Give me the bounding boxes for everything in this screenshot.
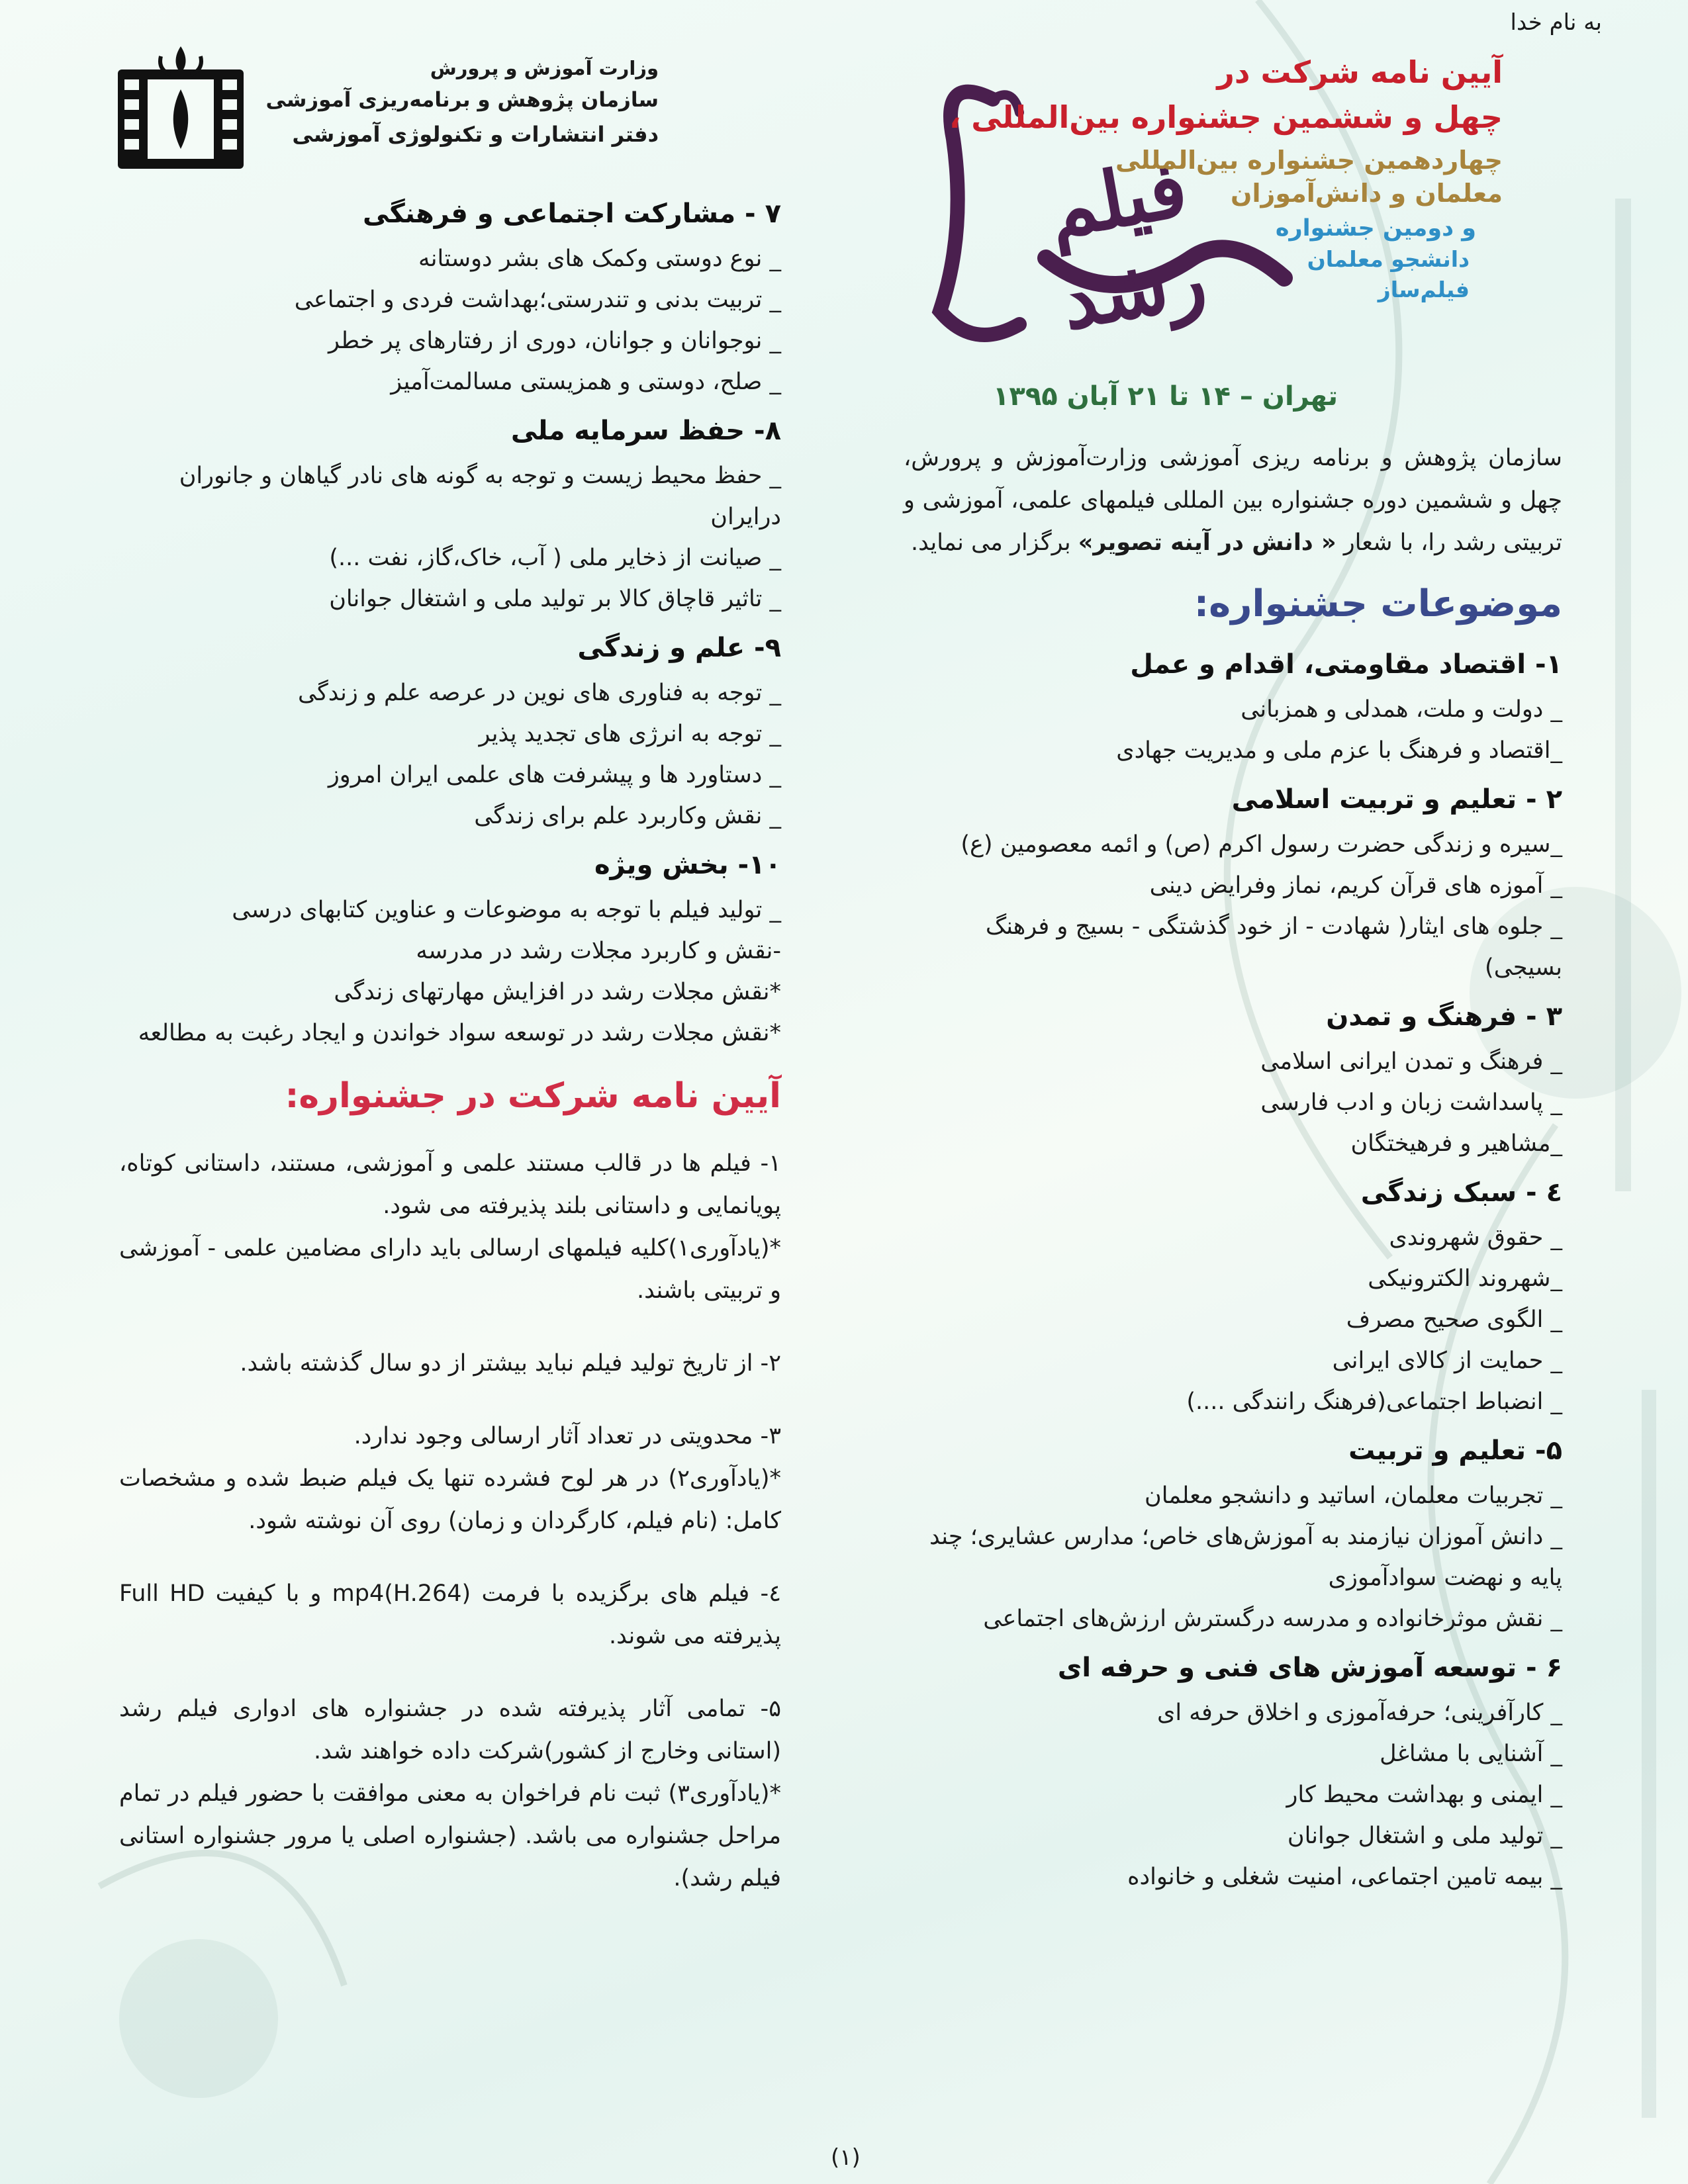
topic-section <box>904 649 1562 771</box>
student-line-3: فیلم‌ساز <box>1378 277 1470 302</box>
topic-title: ۶ - توسعه آموزش های فنی و حرفه ای <box>1057 1653 1562 1683</box>
topic-section <box>119 633 781 837</box>
topic-item: *نقش مجلات رشد در توسعه سواد خواندن و ایجاد رغبت به مطالعه <box>138 1020 781 1046</box>
topic-section <box>904 1653 1562 1897</box>
subtitle-line-2: معلمان و دانش‌آموزان <box>1231 179 1503 208</box>
topic-item: _ بیمه تامین اجتماعی، امنیت شغلی و خانواده <box>1127 1864 1562 1890</box>
org-line-2: سازمان پژوهش و برنامه‌ریزی آموزشی <box>265 88 659 112</box>
rule-text: ۲- از تاریخ تولید فیلم نباید بیشتر از دو سال گذشته باشد. <box>240 1350 781 1377</box>
rule-item <box>119 1342 781 1385</box>
student-line-2: دانشجو معلمان <box>1307 246 1470 272</box>
topic-title: ۵- تعلیم و تربیت <box>1348 1435 1562 1466</box>
topic-item: _ حقوق شهروندی <box>1389 1224 1562 1251</box>
topic-item: _ حفظ محیط زیست و توجه به گونه های نادر گیاهان و جانوران درایران <box>179 463 781 530</box>
topic-title: ۱- اقتصاد مقاومتی، اقدام و عمل <box>1130 649 1562 680</box>
student-line-1: و دومین جشنواره <box>1275 215 1476 242</box>
topic-item: _ انضباط اجتماعی(فرهنگ رانندگی ....) <box>1186 1388 1562 1415</box>
topic-title: ۸- حفظ سرمایه ملی <box>510 416 781 446</box>
topic-item: _ فرهنگ و تمدن ایرانی اسلامی <box>1260 1048 1562 1075</box>
topic-item: _سیره و زندگی حضرت رسول اکرم (ص) و ائمه معصومین (ع) <box>961 831 1562 858</box>
rule-item <box>119 1688 781 1899</box>
festival-date: تهران – ۱۴ تا ۲۱ آبان ۱۳۹۵ <box>993 381 1338 412</box>
topic-section <box>904 1435 1562 1639</box>
bismillah: به نام خدا <box>1510 9 1602 36</box>
topic-item: _ صلح، دوستی و همزیستی مسالمت‌آمیز <box>391 369 781 395</box>
rule-note: *(یادآوری۱)کلیه فیلمهای ارسالی باید دارای مضامین علمی - آموزشی و تربیتی باشند. <box>119 1235 781 1304</box>
title-line-1: آیین نامه شرکت در <box>1217 54 1503 90</box>
topic-item: _ الگوی صحیح مصرف <box>1346 1306 1562 1333</box>
rule-note: *(یادآوری۲) در هر لوح فشرده تنها یک فیلم ضبط شده و مشخصات کامل: (نام فیلم، کارگردان و زمان) روی آن نوشته شود. <box>119 1465 781 1534</box>
right-column <box>904 437 1562 1911</box>
topic-item: _ توجه به فناوری های نوین در عرصه علم و زندگی <box>297 680 781 706</box>
intro-text: سازمان پژوهش و برنامه ریزی آموزشی وزارت‌آموزش و پرورش، چهل و ششمین دوره جشنواره بین المللی فیلمهای علمی، آموزشی و تربیتی رشد را، با شعار <box>904 445 1562 556</box>
rules-heading: آیین نامه شرکت در جشنواره: <box>285 1076 781 1116</box>
topic-title: ۷ - مشارکت اجتماعی و فرهنگی <box>363 199 781 229</box>
org-line-1: وزارت آموزش و پرورش <box>430 57 659 79</box>
topic-item: *نقش مجلات رشد در افزایش مهارتهای زندگی <box>334 979 781 1005</box>
topic-title: ۲ - تعلیم و تربیت اسلامی <box>1231 784 1562 815</box>
topic-item: _ توجه به انرژی های تجدید پذیر <box>479 721 781 747</box>
ministry-emblem-icon <box>111 43 250 175</box>
topic-title: ۹- علم و زندگی <box>577 633 781 663</box>
topic-item: _ ایمنی و بهداشت محیط کار <box>1286 1782 1562 1808</box>
topic-section <box>904 784 1562 988</box>
intro-slogan: « دانش در آینه تصویر» <box>1078 529 1336 556</box>
topic-item: _شهروند الکترونیکی <box>1368 1265 1562 1292</box>
rule-text: ٤- فیلم های برگزیده با فرمت mp4(H.264) و با کیفیت Full HD پذیرفته می شوند. <box>119 1580 781 1649</box>
topic-item: _ نوع دوستی وکمک های بشر دوستانه <box>418 246 781 272</box>
topic-item: _ پاسداشت زبان و ادب فارسی <box>1260 1089 1562 1116</box>
topic-item: _اقتصاد و فرهنگ با عزم ملی و مدیریت جهادی <box>1116 737 1562 764</box>
rule-text: ۵- تمامی آثار پذیرفته شده در جشنواره های ادواری فیلم رشد (استانی وخارج از کشور)شرکت داده خواهند شد. <box>119 1696 781 1764</box>
topic-item: _ دولت و ملت، همدلی و همزبانی <box>1241 696 1562 723</box>
topic-item: _ نقش موثرخانواده و مدرسه درگسترش ارزش‌های اجتماعی <box>983 1606 1562 1632</box>
topic-item: _ تولید فیلم با توجه به موضوعات و عناوین کتابهای درسی <box>232 897 781 923</box>
topic-item: _ دستاورد ها و پیشرفت های علمی ایران امروز <box>328 762 781 788</box>
topic-item: _ جلوه های ایثار( شهادت - از خود گذشتگی - بسیج و فرهنگ بسیجی) <box>985 913 1562 981</box>
topic-item: _ دانش آموزان نیازمند به آموزش‌های خاص؛ مدارس عشایری؛ چند پایه و نهضت سوادآموزی <box>929 1524 1562 1591</box>
topic-title: ٤ - سبک زندگی <box>1360 1177 1562 1208</box>
topic-item: _ تربیت بدنی و تندرستی؛بهداشت فردی و اجتماعی <box>294 287 781 313</box>
topic-item: _ آشنایی با مشاغل <box>1380 1741 1562 1767</box>
topic-item: _ حمایت از کالای ایرانی <box>1332 1347 1562 1374</box>
logo-calligraphy-text: فیلم رشد <box>1041 141 1213 347</box>
topic-item: _ تاثیر قاچاق کالا بر تولید ملی و اشتغال جوانان <box>329 586 781 612</box>
topic-section <box>904 1177 1562 1422</box>
intro-text-end: برگزار می نماید. <box>910 529 1078 556</box>
rule-text: ۳- محدویتی در تعداد آثار ارسالی وجود ندارد. <box>353 1423 781 1449</box>
topic-item: _ آموزه های قرآن کریم، نماز وفرایض دینی <box>1149 872 1562 899</box>
rule-item <box>119 1415 781 1542</box>
page-number: (۱) <box>831 2144 861 2171</box>
topic-item: _ تجربیات معلمان، اساتید و دانشجو معلمان <box>1145 1482 1562 1509</box>
topics-heading: موضوعات جشنواره: <box>1194 582 1562 625</box>
topic-item: _ نقش وکاربرد علم برای زندگی <box>474 803 781 829</box>
topic-item: _ کارآفرینی؛ حرفه‌آموزی و اخلاق حرفه ای <box>1156 1700 1562 1726</box>
org-line-3: دفتر انتشارات و تکنولوژی آموزشی <box>292 122 659 147</box>
rule-text: ۱- فیلم ها در قالب مستند علمی و آموزشی، مستند، داستانی کوتاه، پویانمایی و داستانی بلند پذیرفته می شود. <box>119 1150 781 1219</box>
topic-item: -نقش و کاربرد مجلات رشد در مدرسه <box>416 938 781 964</box>
organization-block <box>261 53 659 152</box>
subtitle-line-1: چهاردهمین جشنواره بین‌المللی <box>1115 146 1503 175</box>
topic-item: _ تولید ملی و اشتغال جوانان <box>1287 1823 1562 1849</box>
title-line-2: چهل و ششمین جشنواره بین‌المللی ، <box>949 99 1503 135</box>
topic-title: ۳ - فرهنگ و تمدن <box>1326 1001 1562 1032</box>
topic-section <box>119 199 781 402</box>
topic-item: _ صیانت از ذخایر ملی ( آب، خاک،گاز، نفت ...) <box>329 545 781 571</box>
topic-section <box>119 416 781 619</box>
rule-note: *(یادآوری۳) ثبت نام فراخوان به معنی موافقت با حضور فیلم در تمام مراحل جشنواره می باشد. (جشنواره اصلی یا مرور جشنواره استانی فیلم رشد). <box>119 1780 781 1891</box>
rule-item <box>119 1572 781 1657</box>
topic-section <box>904 1001 1562 1164</box>
topic-title: ۱۰- بخش ویژه <box>594 850 781 880</box>
left-column <box>119 199 781 1930</box>
topic-section <box>119 850 781 1054</box>
topic-item: _مشاهیر و فرهیختگان <box>1350 1130 1562 1157</box>
topic-item: _ نوجوانان و جوانان، دوری از رفتارهای پر خطر <box>328 328 781 354</box>
intro-paragraph <box>904 437 1562 564</box>
rule-item <box>119 1142 781 1312</box>
